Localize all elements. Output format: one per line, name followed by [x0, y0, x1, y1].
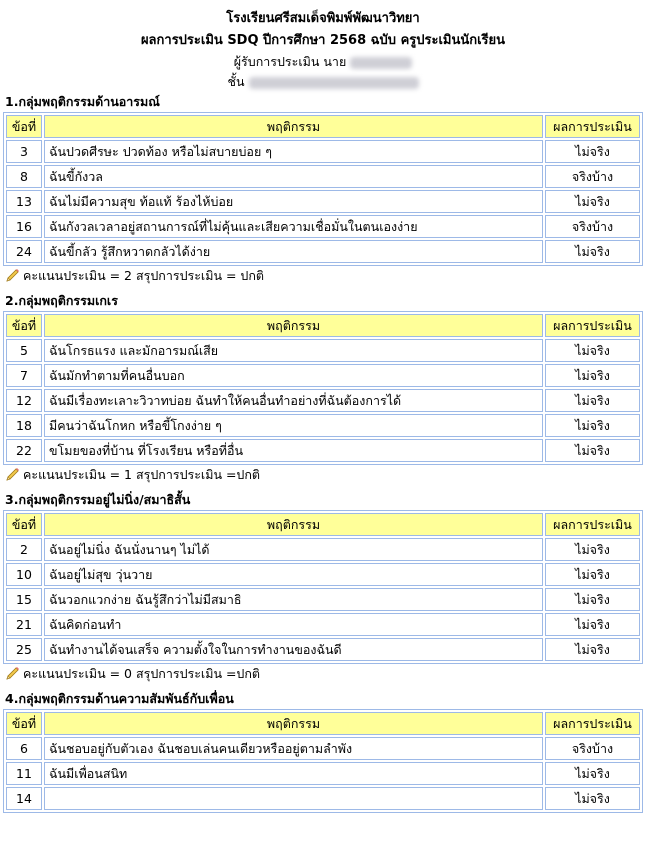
result-text: ไม่จริง	[545, 762, 640, 785]
behavior-text: ฉันชอบอยู่กับตัวเอง ฉันชอบเล่นคนเดียวหรืออยู่ตามลำพัง	[44, 737, 543, 760]
result-text: จริงบ้าง	[545, 215, 640, 238]
behavior-table	[3, 709, 643, 813]
table-row	[6, 762, 640, 785]
result-text: ไม่จริง	[545, 439, 640, 462]
result-text: ไม่จริง	[545, 787, 640, 810]
score-summary	[5, 665, 646, 683]
column-header-no: ข้อที่	[6, 513, 42, 536]
behavior-text: ฉันมักทำตามที่คนอื่นบอก	[44, 364, 543, 387]
item-number: 8	[6, 165, 42, 188]
item-number: 2	[6, 538, 42, 561]
result-text: ไม่จริง	[545, 190, 640, 213]
behavior-text: มีคนว่าฉันโกหก หรือขี้โกงง่าย ๆ	[44, 414, 543, 437]
sections-container	[0, 92, 646, 813]
table-row	[6, 240, 640, 263]
behavior-text: ฉันอยู่ไม่สุข วุ่นวาย	[44, 563, 543, 586]
result-text: ไม่จริง	[545, 389, 640, 412]
column-header-result: ผลการประเมิน	[545, 513, 640, 536]
item-number: 3	[6, 140, 42, 163]
table-header-row	[6, 115, 640, 138]
item-number: 25	[6, 638, 42, 661]
result-text: ไม่จริง	[545, 240, 640, 263]
redacted-class	[249, 77, 419, 89]
item-number: 12	[6, 389, 42, 412]
table-row	[6, 389, 640, 412]
class-line	[0, 72, 646, 92]
report-title: ผลการประเมิน SDQ ปีการศึกษา 2568 ฉบับ ครูประเมินนักเรียน	[140, 33, 506, 48]
report-header	[0, 0, 646, 92]
pencil-icon	[5, 269, 21, 283]
column-header-result: ผลการประเมิน	[545, 712, 640, 735]
table-row	[6, 190, 640, 213]
column-header-no: ข้อที่	[6, 314, 42, 337]
score-text: คะแนนประเมิน = 2 สรุปการประเมิน = ปกติ	[23, 268, 265, 283]
behavior-text	[44, 787, 543, 810]
table-row	[6, 339, 640, 362]
table-row	[6, 588, 640, 611]
result-text: ไม่จริง	[545, 414, 640, 437]
item-number: 5	[6, 339, 42, 362]
section-title: 4.กลุ่มพฤติกรรมด้านความสัมพันธ์กับเพื่อน	[5, 691, 234, 706]
item-number: 7	[6, 364, 42, 387]
result-text: ไม่จริง	[545, 364, 640, 387]
column-header-behavior: พฤติกรรม	[44, 712, 543, 735]
score-summary	[5, 267, 646, 285]
item-number: 14	[6, 787, 42, 810]
behavior-table	[3, 112, 643, 266]
column-header-no: ข้อที่	[6, 115, 42, 138]
table-row	[6, 140, 640, 163]
behavior-text: ฉันคิดก่อนทำ	[44, 613, 543, 636]
item-number: 22	[6, 439, 42, 462]
score-text: คะแนนประเมิน = 1 สรุปการประเมิน =ปกติ	[23, 467, 261, 482]
behavior-text: ฉันทำงานได้จนเสร็จ ความตั้งใจในการทำงานของฉันดี	[44, 638, 543, 661]
behavior-text: ฉันโกรธแรง และมักอารมณ์เสีย	[44, 339, 543, 362]
result-text: จริงบ้าง	[545, 165, 640, 188]
behavior-text: ฉันไม่มีความสุข ท้อแท้ ร้องไห้บ่อย	[44, 190, 543, 213]
behavior-text: ฉันวอกแวกง่าย ฉันรู้สึกว่าไม่มีสมาธิ	[44, 588, 543, 611]
result-text: ไม่จริง	[545, 638, 640, 661]
table-row	[6, 439, 640, 462]
behavior-table	[3, 311, 643, 465]
behavior-text: ฉันปวดศีรษะ ปวดท้อง หรือไม่สบายบ่อย ๆ	[44, 140, 543, 163]
redacted-name	[350, 57, 412, 69]
section-title: 2.กลุ่มพฤติกรรมเกเร	[5, 293, 118, 308]
column-header-no: ข้อที่	[6, 712, 42, 735]
table-row	[6, 787, 640, 810]
assessee-line	[0, 52, 646, 72]
pencil-icon	[5, 468, 21, 482]
score-text: คะแนนประเมิน = 0 สรุปการประเมิน =ปกติ	[23, 666, 261, 681]
section-title: 1.กลุ่มพฤติกรรมด้านอารมณ์	[5, 94, 160, 109]
table-header-row	[6, 314, 640, 337]
behavior-text: ฉันอยู่ไม่นิ่ง ฉันนั่งนานๆ ไม่ได้	[44, 538, 543, 561]
behavior-text: ฉันกังวลเวลาอยู่สถานการณ์ที่ไม่คุ้นและเสียความเชื่อมั่นในตนเองง่าย	[44, 215, 543, 238]
table-row	[6, 613, 640, 636]
column-header-result: ผลการประเมิน	[545, 314, 640, 337]
column-header-behavior: พฤติกรรม	[44, 513, 543, 536]
table-header-row	[6, 513, 640, 536]
column-header-result: ผลการประเมิน	[545, 115, 640, 138]
school-name: โรงเรียนศรีสมเด็จพิมพ์พัฒนาวิทยา	[226, 11, 420, 26]
behavior-text: ขโมยของที่บ้าน ที่โรงเรียน หรือที่อื่น	[44, 439, 543, 462]
score-summary	[5, 466, 646, 484]
result-text: ไม่จริง	[545, 613, 640, 636]
result-text: ไม่จริง	[545, 538, 640, 561]
behavior-text: ฉันมีเพื่อนสนิท	[44, 762, 543, 785]
behavior-text: ฉันขี้กังวล	[44, 165, 543, 188]
item-number: 15	[6, 588, 42, 611]
pencil-icon	[5, 667, 21, 681]
behavior-text: ฉันขี้กลัว รู้สึกหวาดกลัวได้ง่าย	[44, 240, 543, 263]
item-number: 13	[6, 190, 42, 213]
result-text: ไม่จริง	[545, 140, 640, 163]
behavior-text: ฉันมีเรื่องทะเลาะวิวาทบ่อย ฉันทำให้คนอื่นทำอย่างที่ฉันต้องการได้	[44, 389, 543, 412]
table-row	[6, 737, 640, 760]
item-number: 6	[6, 737, 42, 760]
class-label: ชั้น	[227, 74, 245, 89]
assessee-label: ผู้รับการประเมิน นาย	[233, 54, 347, 69]
table-row	[6, 215, 640, 238]
table-header-row	[6, 712, 640, 735]
item-number: 18	[6, 414, 42, 437]
table-row	[6, 538, 640, 561]
result-text: ไม่จริง	[545, 588, 640, 611]
table-row	[6, 563, 640, 586]
result-text: ไม่จริง	[545, 339, 640, 362]
table-row	[6, 364, 640, 387]
item-number: 16	[6, 215, 42, 238]
result-text: ไม่จริง	[545, 563, 640, 586]
item-number: 21	[6, 613, 42, 636]
table-row	[6, 638, 640, 661]
table-row	[6, 165, 640, 188]
column-header-behavior: พฤติกรรม	[44, 314, 543, 337]
section-title: 3.กลุ่มพฤติกรรมอยู่ไม่นิ่ง/สมาธิสั้น	[5, 492, 191, 507]
item-number: 10	[6, 563, 42, 586]
table-row	[6, 414, 640, 437]
item-number: 11	[6, 762, 42, 785]
behavior-table	[3, 510, 643, 664]
result-text: จริงบ้าง	[545, 737, 640, 760]
column-header-behavior: พฤติกรรม	[44, 115, 543, 138]
item-number: 24	[6, 240, 42, 263]
